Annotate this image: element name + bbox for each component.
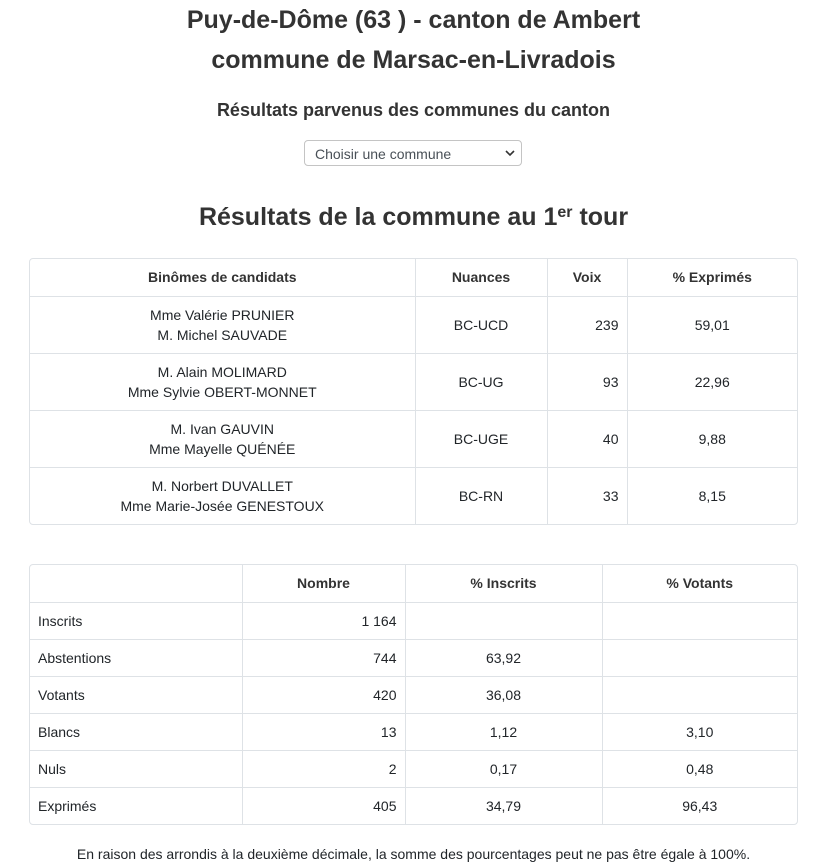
header-nombre: Nombre [242, 565, 405, 602]
candidate-name: M. Michel SAUVADE [157, 326, 288, 343]
stat-label: Exprimés [30, 787, 242, 824]
stat-nombre: 420 [242, 676, 405, 713]
candidate-name: M. Norbert DUVALLET [151, 477, 293, 494]
results-title [0, 202, 817, 232]
table-row [30, 639, 797, 676]
stat-pct-votants: 0,48 [602, 750, 797, 787]
table-row [30, 713, 797, 750]
voix-cell: 33 [547, 467, 627, 524]
stat-pct-votants: 96,43 [682, 797, 718, 814]
candidate-pair [30, 467, 415, 524]
stat-nombre: 13 [242, 713, 405, 750]
stat-pct-votants: 3,10 [602, 713, 797, 750]
stat-pct-inscrits: 63,92 [405, 639, 602, 676]
results-title-sup: er [557, 204, 573, 221]
header-pct-inscrits: % Inscrits [405, 565, 602, 602]
section-subtitle: Résultats parvenus des communes du canton [216, 100, 611, 120]
header-pct-votants: % Votants [602, 565, 797, 602]
candidate-pair [30, 410, 415, 467]
candidate-name: Mme Valérie PRUNIER [150, 306, 295, 323]
stat-pct-votants [602, 676, 797, 713]
candidate-name: Mme Marie-Josée GENESTOUX [120, 497, 325, 514]
candidate-name: M. Alain MOLIMARD [157, 363, 287, 380]
candidates-header-row [30, 259, 797, 296]
pct-cell: 9,88 [627, 410, 797, 467]
rounding-footnote: En raison des arrondis à la deuxième décimale, la somme des pourcentages peut ne pas être égale à 100%. [76, 846, 751, 862]
stat-pct-inscrits: 1,12 [405, 713, 602, 750]
stat-pct-inscrits: 0,17 [405, 750, 602, 787]
table-row [30, 467, 797, 524]
stat-pct-votants [602, 602, 797, 639]
stats-table [29, 564, 798, 825]
results-title-suffix: tour [572, 203, 629, 231]
stat-nombre: 1 164 [242, 602, 405, 639]
table-row [30, 602, 797, 639]
nuance-cell: BC-UCD [415, 296, 547, 353]
pct-cell: 59,01 [627, 296, 797, 353]
header-voix: Voix [547, 259, 627, 296]
header-pct-exprimes: % Exprimés [627, 259, 797, 296]
stat-label: Inscrits [30, 602, 242, 639]
stat-label: Votants [30, 676, 242, 713]
nuance-cell: BC-UGE [415, 410, 547, 467]
header-empty [30, 565, 242, 602]
stat-pct-inscrits: 34,79 [405, 787, 602, 824]
stat-nombre: 744 [242, 639, 405, 676]
table-row [30, 353, 797, 410]
candidate-pair [30, 296, 415, 353]
commune-select-value: Choisir une commune [315, 146, 452, 162]
stat-pct-inscrits [405, 602, 602, 639]
stat-nombre: 2 [242, 750, 405, 787]
voix-cell: 239 [547, 296, 627, 353]
candidate-name: Mme Mayelle QUÉNÉE [149, 440, 296, 457]
table-row [30, 787, 797, 824]
voix-cell: 93 [547, 353, 627, 410]
stat-label: Blancs [30, 713, 242, 750]
stat-label: Abstentions [30, 639, 242, 676]
stat-label: Nuls [30, 750, 242, 787]
candidates-table [29, 258, 798, 525]
voix-cell: 40 [547, 410, 627, 467]
results-title-text: Résultats de la commune au 1 [198, 203, 558, 231]
page-title-department: Puy-de-Dôme (63 ) - canton de Ambert [186, 6, 641, 34]
candidate-name: Mme Sylvie OBERT-MONNET [127, 383, 317, 400]
table-row [30, 410, 797, 467]
header-nuances: Nuances [415, 259, 547, 296]
stat-pct-inscrits: 36,08 [405, 676, 602, 713]
header-binomes: Binômes de candidats [30, 259, 415, 296]
candidate-pair [30, 353, 415, 410]
pct-cell: 8,15 [698, 487, 726, 504]
page-title-commune: commune de Marsac-en-Livradois [211, 46, 616, 74]
stat-nombre: 405 [242, 787, 405, 824]
table-row [30, 676, 797, 713]
pct-cell: 22,96 [627, 353, 797, 410]
table-row [30, 750, 797, 787]
nuance-cell: BC-RN [415, 467, 547, 524]
stat-pct-votants [602, 639, 797, 676]
chevron-down-icon [505, 149, 515, 157]
candidate-name: M. Ivan GAUVIN [170, 420, 274, 437]
table-row [30, 296, 797, 353]
nuance-cell: BC-UG [415, 353, 547, 410]
stats-header-row [30, 565, 797, 602]
commune-select[interactable] [304, 140, 522, 166]
